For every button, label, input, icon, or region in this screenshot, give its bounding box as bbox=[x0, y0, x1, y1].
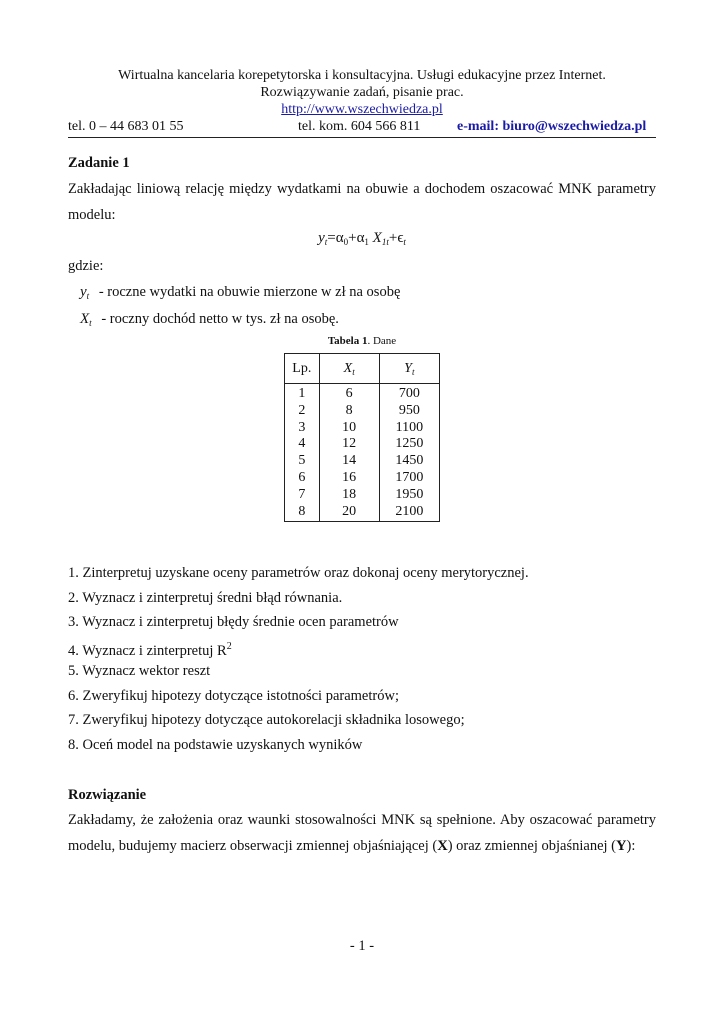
cell-x: 20 bbox=[342, 503, 357, 519]
list-item: 6. Zweryfikuj hipotezy dotyczące istotności parametrów; bbox=[68, 687, 399, 704]
list-item: 2. Wyznacz i zinterpretuj średni błąd równania. bbox=[68, 589, 343, 606]
header-phone: tel. 0 – 44 683 01 55 bbox=[68, 119, 184, 134]
website-link[interactable]: http://www.wszechwiedza.pl bbox=[281, 102, 443, 117]
table-body-row bbox=[285, 384, 440, 522]
header-lp: Lp. bbox=[285, 354, 320, 384]
solution-text: Zakładamy, że założenia oraz waunki stosowalności MNK są spełnione. Aby oszacować parametry modelu, budujemy macierz obserwacji zmiennej objaśniającej (X) oraz zmiennej objaśnianej (Y): bbox=[68, 812, 656, 854]
definition-x: $X_t$ - roczny dochód netto w tys. zł na osobę. bbox=[80, 311, 339, 328]
list-item: 8. Oceń model na podstawie uzyskanych wyników bbox=[68, 736, 363, 753]
header-y: $Y_t$ bbox=[379, 354, 439, 384]
solution-title: Rozwiązanie bbox=[68, 787, 147, 803]
cell-y: 1700 bbox=[395, 469, 424, 485]
header-mobile: tel. kom. 604 566 811 bbox=[298, 119, 421, 134]
cell-lp: 2 bbox=[298, 402, 306, 418]
cell-lp: 4 bbox=[298, 436, 306, 452]
header-x: $X_t$ bbox=[319, 354, 379, 384]
cell-lp: 5 bbox=[298, 453, 306, 469]
table-header-row bbox=[285, 354, 440, 384]
cell-x: 6 bbox=[345, 386, 353, 401]
cell-y: 700 bbox=[398, 386, 420, 401]
column-y bbox=[379, 384, 439, 522]
questions-list bbox=[68, 561, 668, 757]
task-title: Zadanie 1 bbox=[68, 155, 130, 171]
cell-y: 2100 bbox=[395, 503, 424, 519]
cell-x: 18 bbox=[342, 486, 357, 502]
header-divider bbox=[68, 137, 656, 138]
cell-y: 950 bbox=[398, 402, 420, 418]
list-item: 7. Zweryfikuj hipotezy dotyczące autokorelacji składnika losowego; bbox=[68, 712, 465, 728]
cell-x: 10 bbox=[342, 419, 357, 435]
list-item: 1. Zinterpretuj uzyskane oceny parametrów oraz dokonaj oceny merytorycznej. bbox=[68, 565, 529, 581]
cell-x: 12 bbox=[342, 436, 357, 452]
cell-lp: 3 bbox=[298, 419, 306, 435]
cell-lp: 1 bbox=[298, 386, 306, 401]
header-email[interactable]: e-mail: biuro@wszechwiedza.pl bbox=[457, 119, 647, 134]
cell-y: 1950 bbox=[395, 486, 424, 502]
cell-y: 1450 bbox=[395, 453, 424, 469]
table-caption: Tabela 1. Dane bbox=[327, 335, 397, 347]
list-item: 5. Wyznacz wektor reszt bbox=[68, 663, 211, 679]
header-line-2: Rozwiązywanie zadań, pisanie prac. bbox=[260, 85, 464, 100]
list-item: 3. Wyznacz i zinterpretuj błędy średnie ocen parametrów bbox=[68, 614, 399, 630]
cell-x: 8 bbox=[345, 402, 353, 418]
list-item: 4. Wyznacz i zinterpretuj $R^2$ bbox=[68, 640, 232, 659]
where-label: gdzie: bbox=[68, 258, 104, 274]
cell-x: 16 bbox=[342, 469, 357, 485]
model-formula: $y_t=\alpha_0+\alpha_1$ $X_{1t}+\epsilon_t$ bbox=[318, 230, 406, 247]
cell-lp: 6 bbox=[298, 469, 306, 485]
cell-lp: 7 bbox=[298, 486, 306, 502]
header-line-1: Wirtualna kancelaria korepetytorska i konsultacyjna. Usługi edukacyjne przez Internet. bbox=[118, 68, 606, 83]
task-intro: Zakładając liniową relację między wydatkami na obuwie a dochodem oszacować MNK parametry modelu: bbox=[68, 181, 656, 223]
cell-x: 14 bbox=[342, 453, 357, 469]
cell-y: 1100 bbox=[395, 419, 424, 435]
column-lp bbox=[285, 384, 320, 522]
data-table bbox=[284, 353, 440, 522]
cell-lp: 8 bbox=[298, 503, 306, 519]
definition-y: $y_t$ - roczne wydatki na obuwie mierzone w zł na osobę bbox=[80, 284, 401, 301]
column-x bbox=[319, 384, 379, 522]
cell-y: 1250 bbox=[395, 436, 424, 452]
page-number: - 1 - bbox=[349, 938, 375, 954]
